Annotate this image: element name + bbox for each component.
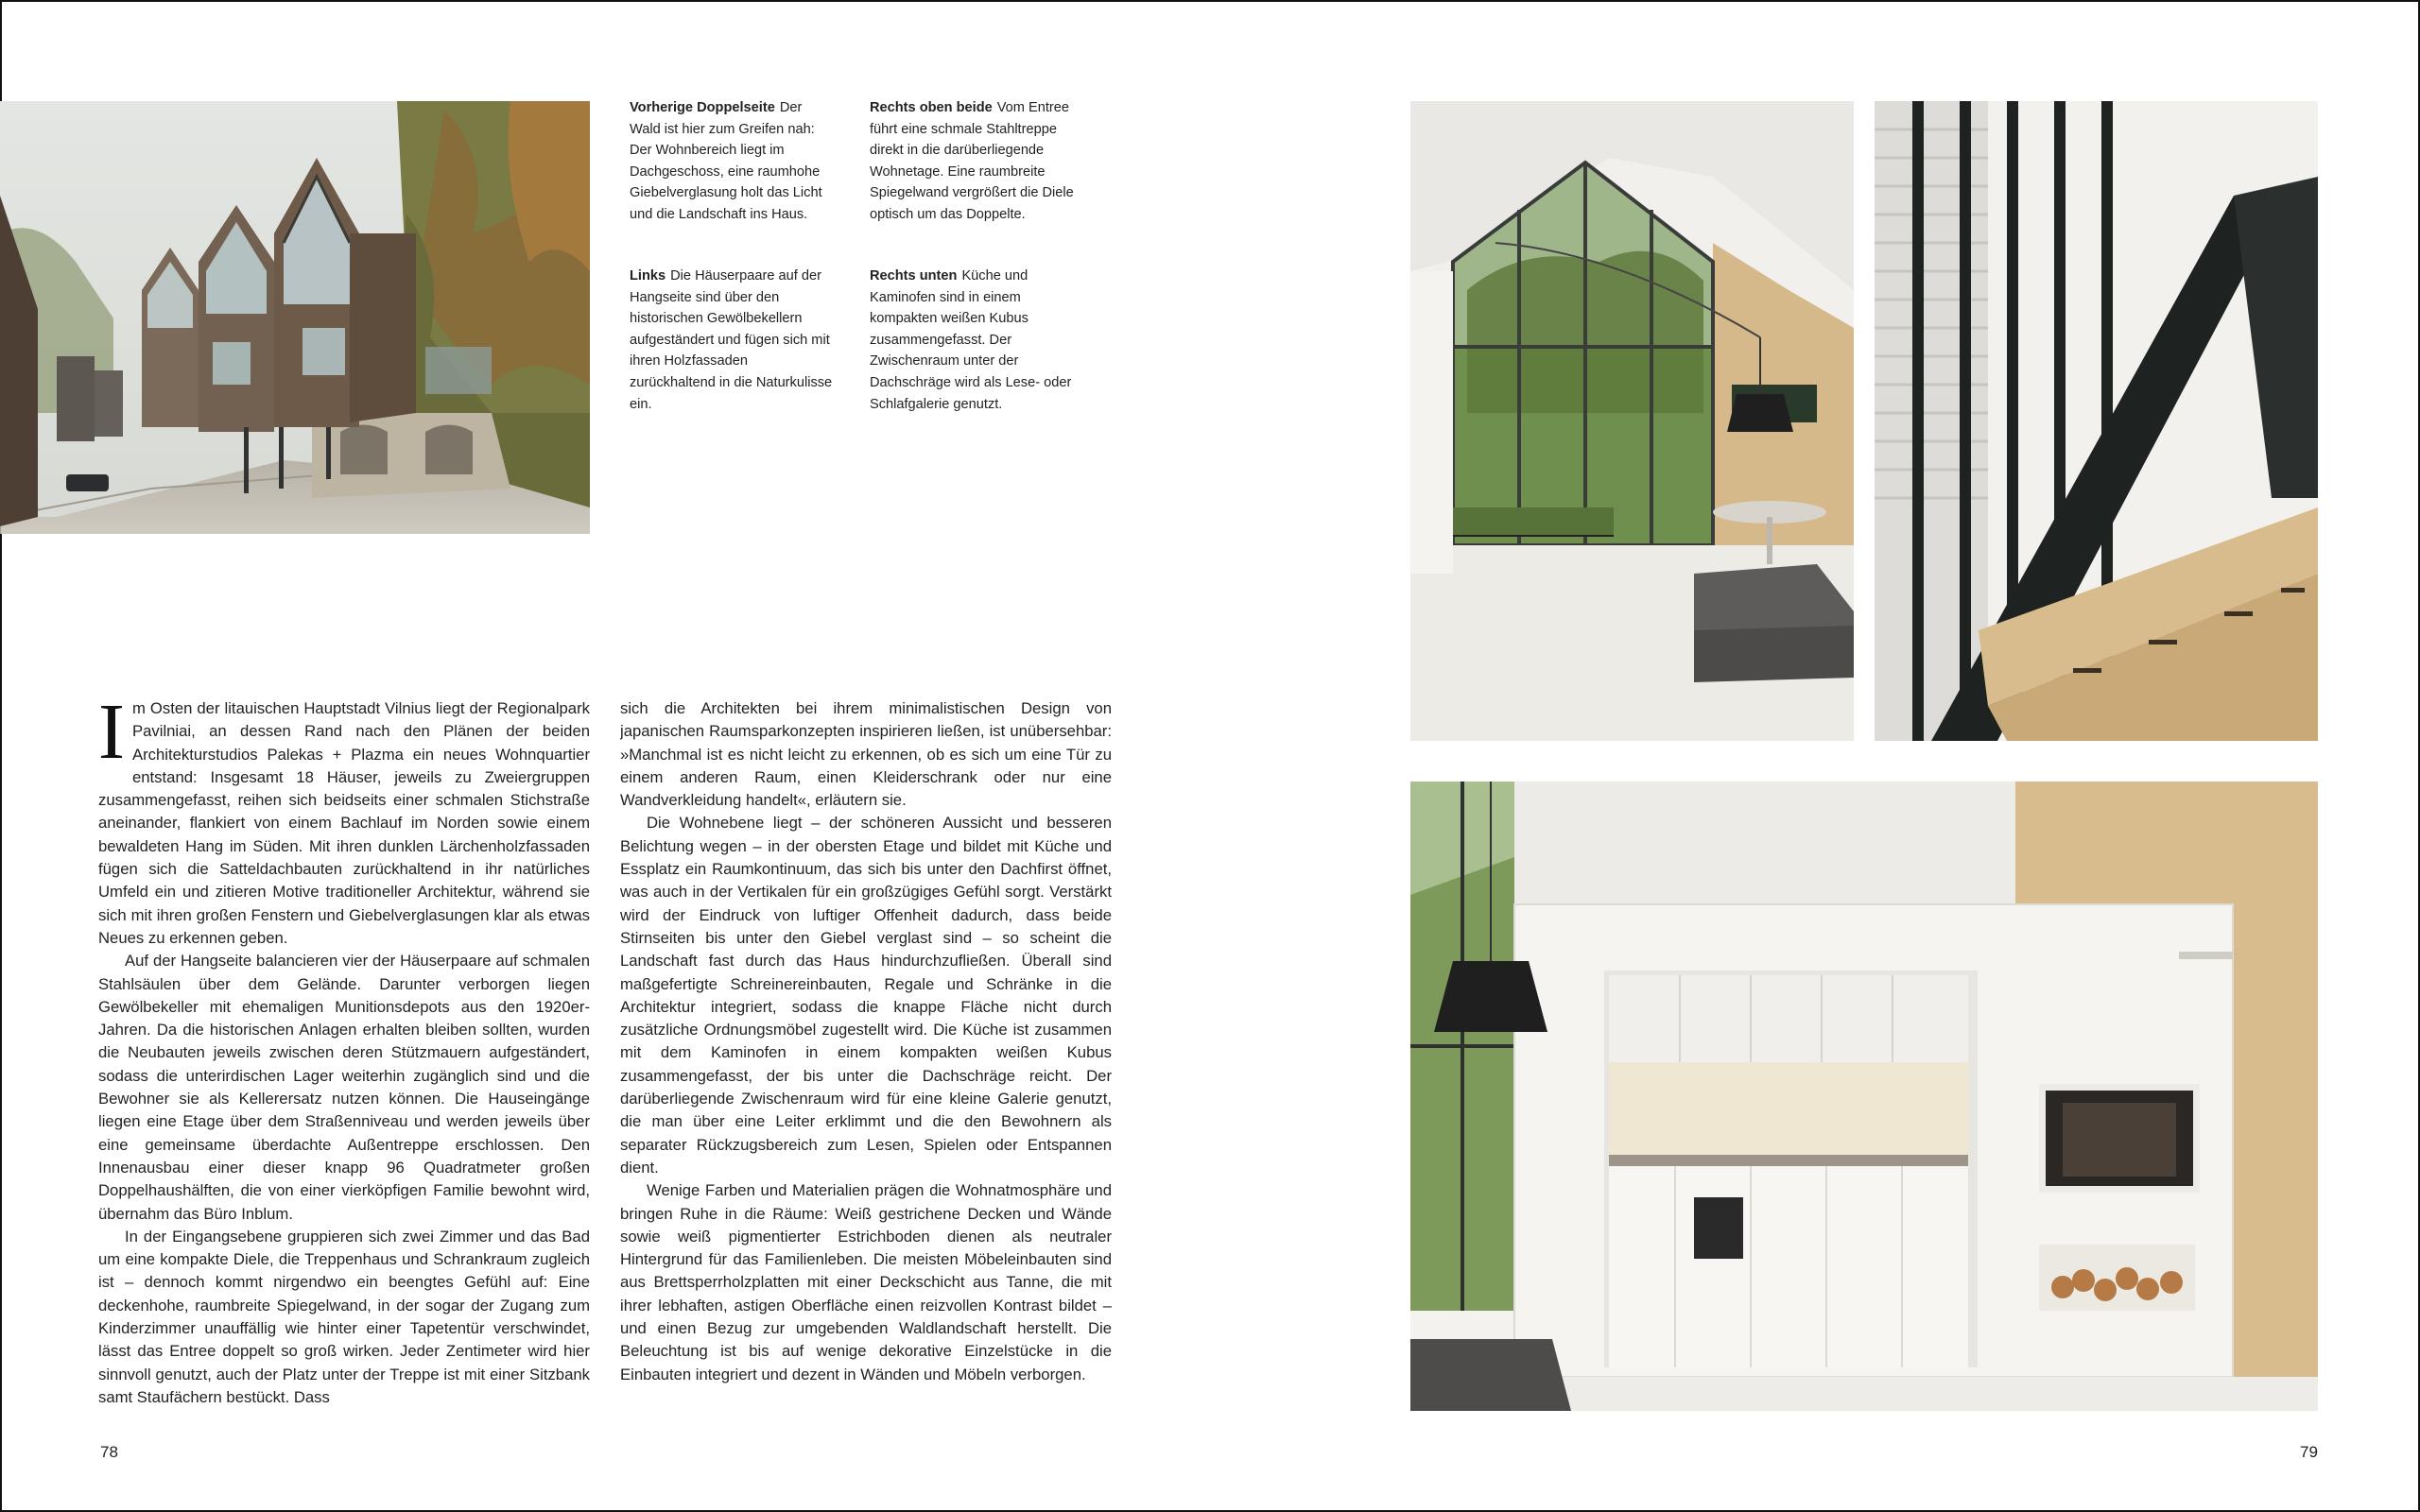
caption-text: Vom Entree führt eine schmale Stahltreppe direkt in die darüberliegende Wohnetage. Eine raumbreite Spiegelwand vergrößert die Diele optisch um das Doppelte. [870,100,1074,222]
body-paragraph-text: m Osten der litauischen Hauptstadt Vilnius liegt der Regionalpark Pavilniai, an dessen Rand nach den Plänen der beiden Architekturstudios Palekas + Plazma ein neues Wohnquartier entstand: Insgesamt 18 Häuser, jeweils zu Zweiergruppen zusammengefasst, reihen sich beidseits einer schmalen Stichstraße aneinander, flankiert von einem Bachlauf im Norden sowie einem bewaldeten Hang im Süden. Mit ihren dunklen Lärchenholzfassaden fügen sich die Satteldachbauten zurückhaltend in ihr natürliches Umfeld ein und zitieren Motive traditioneller Architektur, während sie sich mit ihren großen Fenstern und Giebelverglasungen klar als etwas Neues zu erkennen geben. [98,699,590,947]
body-paragraph: Auf der Hangseite balancieren vier der Häuserpaare auf schmalen Stahlsäulen über dem Gelände. Darunter verborgen liegen Gewölbekeller mit ehemaligen Munitionsdepots aus den 1920er-Jahren. Da die historischen Anlagen erhalten bleiben sollten, wurden die Neubauten jeweils zwischen deren Stützmauern aufgeständert, sodass die unterirdischen Lager weiterhin zugänglich sind und die Bewohner sie als Kellerersatz nutzen können. Die Hauseingänge liegen eine Etage über dem Straßenniveau und werden jeweils über eine gemeinsame überdachte Außentreppe erschlossen. Den Innenausbau einer dieser knapp 96 Quadratmeter großen Doppelhaushälften, die von einer vierköpfigen Familie bewohnt wird, übernahm das Büro Inblum. [98,952,590,1223]
page-number-left: 78 [100,1443,118,1461]
caption-right-top [870,97,1076,226]
top-border [0,0,2420,2]
body-text-column-right [620,697,1112,1418]
caption-left [630,266,836,415]
body-paragraph: sich die Architekten bei ihrem minimalistischen Design von japanischen Raumsparkonzepten inspirieren ließen, ist unübersehbar: »Manchmal ist es nicht leicht zu erkennen, ob es sich um eine Tür zu einem anderen Raum, einen Kleiderschrank oder nur eine Wandverkleidung handelt«, erläutern sie. [620,699,1112,810]
caption-text: Die Häuserpaare auf der Hangseite sind über den historischen Gewölbekellern aufgeständert und fügen sich mit ihren Holzfassaden zurückhaltend in die Naturkulisse ein. [630,268,833,412]
exterior-houses-photo [0,101,590,534]
caption-right-bottom [870,266,1076,415]
body-text-column-left [98,697,590,1418]
kitchen-cube-photo [1410,782,2318,1411]
caption-label: Rechts oben beide [870,100,993,115]
body-paragraph [98,697,590,950]
caption-text: Küche und Kaminofen sind in einem kompakten weißen Kubus zusammengefasst. Der Zwischenraum unter der Dachschräge wird als Lese- oder Schlafgalerie genutzt. [870,268,1072,412]
living-room-photo [1410,101,1854,741]
caption-label: Rechts unten [870,268,958,284]
caption-label: Links [630,268,666,284]
body-paragraph: Wenige Farben und Materialien prägen die Wohnatmosphäre und bringen Ruhe in die Räume: Weiß gestrichene Decken und Wände sowie weiß pigmentierter Estrichboden dienen als neutraler Hintergrund für das Familienleben. Die meisten Möbeleinbauten sind aus Brettsperrholzplatten mit einer Deckschicht aus Tanne, die mit ihrer lebhaften, astigen Oberfläche einen reizvollen Kontrast bildet – und einen Bezug zur umgebenden Waldlandschaft herstellt. Die Beleuchtung ist bis auf wenige dekorative Einzelstücke in die Einbauten integriert und dezent in Wänden und Möbeln verborgen. [620,1181,1112,1383]
caption-previous-spread [630,97,836,226]
body-paragraph: Die Wohnebene liegt – der schöneren Aussicht und besseren Belichtung wegen – in der obersten Etage und bildet mit Küche und Essplatz ein Raumkontinuum, das sich bis unter den Dachfirst öffnet, was auch in der Vertikalen für ein großzügiges Gefühl sorgt. Verstärkt wird der Eindruck von luftiger Offenheit dadurch, dass beide Stirnseiten bis unter den Giebel verglast sind – so scheint die Landschaft fast durch das Haus hindurchzufließen. Überall sind maßgefertigte Schreinereinbauten, Regale und Schränke in die Architektur integriert, sodass die knappe Fläche nicht durch zusätzliche Ordnungsmöbel zugestellt wird. Die Küche ist zusammen mit dem Kaminofen in einem kompakten weißen Kubus zusammengefasst, der bis unter die Dachschräge reicht. Der darüberliegende Zwischenraum wird für eine kleine Galerie genutzt, die man über eine Leiter erklimmt und die den Bewohnern als separater Rückzugsbereich zum Lesen, Spielen oder Entspannen dient. [620,814,1112,1177]
body-paragraph: In der Eingangsebene gruppieren sich zwei Zimmer und das Bad um eine kompakte Diele, die Treppenhaus und Schrankraum zugleich ist – dennoch kommt nirgendwo ein beengtes Gefühl auf: Eine deckenhohe, raumbreite Spiegelwand, in der sogar der Zugang zum Kinderzimmer unauffällig wie hinter einer Tapetentür verschwindet, lässt das Entree doppelt so groß wirken. Jeder Zentimeter wird hier sinnvoll genutzt, auch der Platz unter der Treppe ist mit einer Sitzbank samt Staufächern bestückt. Dass [98,1227,590,1406]
staircase-photo [1875,101,2318,741]
drop-cap: I [98,697,125,776]
caption-text: Der Wald ist hier zum Greifen nah: Der Wohnbereich liegt im Dachgeschoss, eine raumhohe Giebelverglasung holt das Licht und die Landschaft ins Haus. [630,100,822,222]
caption-label: Vorherige Doppelseite [630,100,775,115]
page-number-right: 79 [2300,1443,2318,1461]
